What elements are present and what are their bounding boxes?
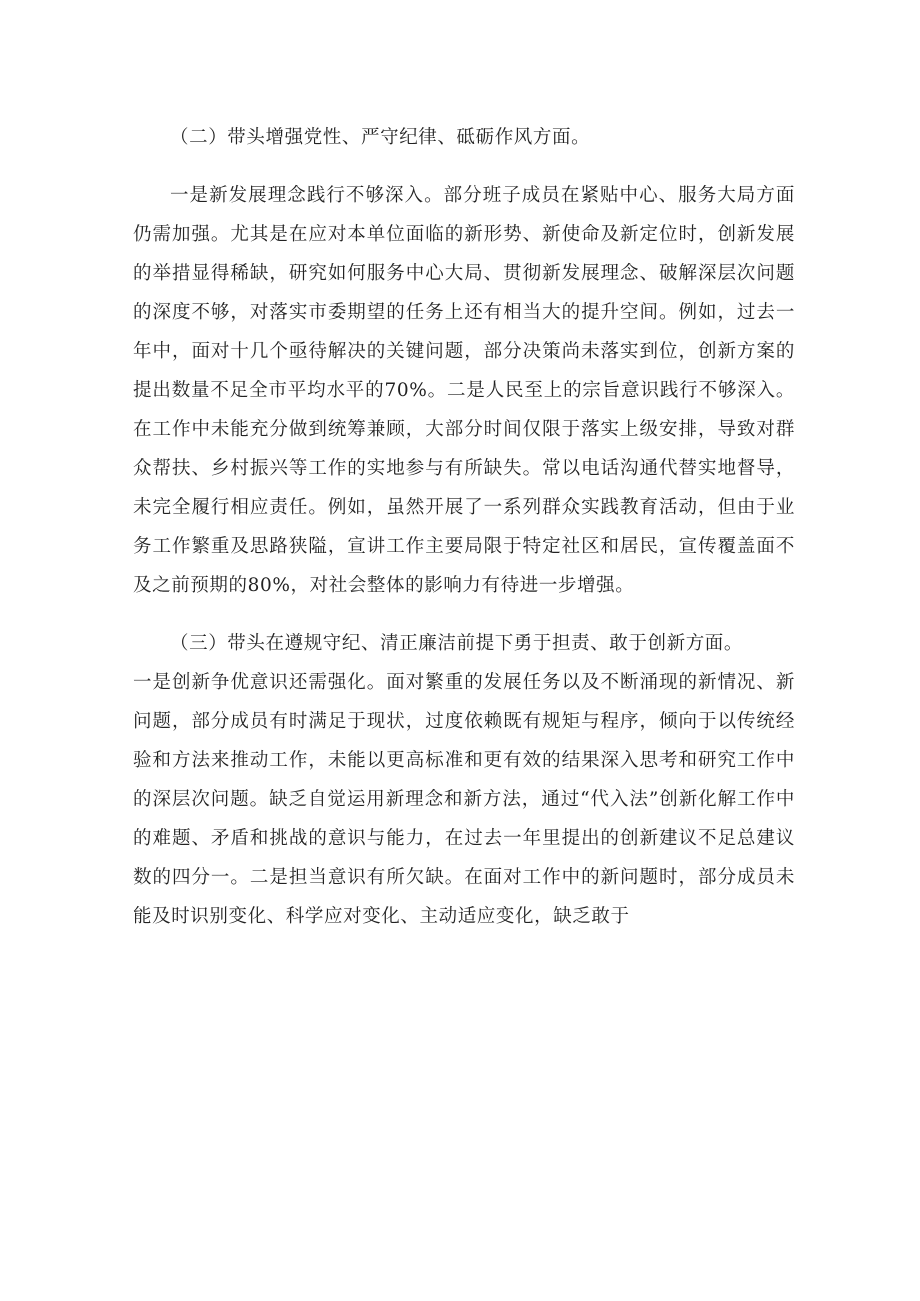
section-3-heading: （三）带头在遵规守纪、清正廉洁前提下勇于担责、敢于创新方面。 bbox=[170, 633, 744, 654]
section-2-heading: （二）带头增强党性、严守纪律、砥砺作风方面。 bbox=[170, 127, 591, 148]
section-2-paragraph: 一是新发展理念践行不够深入。部分班子成员在紧贴中心、服务大局方面仍需加强。尤其是在应对本单位面临的新形势、新使命及新定位时，创新发展的举措显得稀缺，研究如何服务中心大局、贯彻新发展理念、破解深层次问题的深度不够，对落实市委期望的任务上还有相当大的提升空间。例如，过去一年中，面对十几个亟待解决的关键问题，部分决策尚未落实到位，创新方案的提出数量不足全市平均水平的70%。二是人民至上的宗旨意识践行不够深入。在工作中未能充分做到统筹兼顾，大部分时间仅限于落实上级安排，导致对群众帮扶、乡村振兴等工作的实地参与有所缺失。常以电话沟通代替实地督导，未完全履行相应责任。例如，虽然开展了一系列群众实践教育活动，但由于业务工作繁重及思路狭隘，宣讲工作主要局限于特定社区和居民，宣传覆盖面不及之前预期的80%，对社会整体的影响力有待进一步增强。 bbox=[133, 185, 795, 596]
section-3-paragraph: 一是创新争优意识还需强化。面对繁重的发展任务以及不断涌现的新情况、新问题，部分成员有时满足于现状，过度依赖既有规矩与程序，倾向于以传统经验和方法来推动工作，未能以更高标准和更有效的结果深入思考和研究工作中的深层次问题。缺乏自觉运用新理念和新方法，通过“代入法”创新化解工作中的难题、矛盾和挑战的意识与能力，在过去一年里提出的创新建议不足总建议数的四分一。二是担当意识有所欠缺。在面对工作中的新问题时，部分成员未能及时识别变化、科学应对变化、主动适应变化，缺乏敢于 bbox=[133, 672, 795, 927]
document-body bbox=[133, 118, 795, 936]
